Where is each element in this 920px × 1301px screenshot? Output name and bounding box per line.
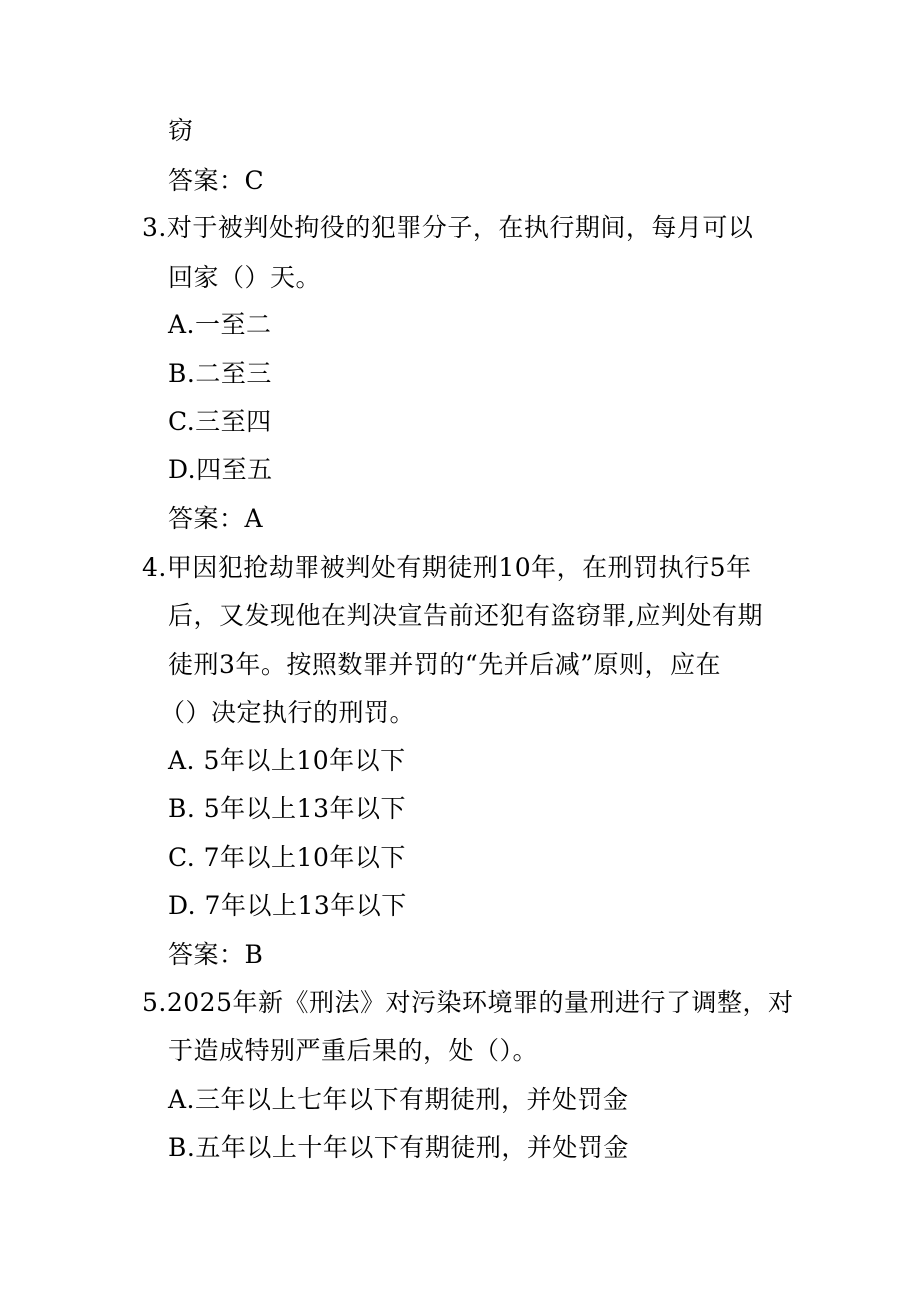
question-3-stem-line-2: 回家（）天。 [168,263,322,292]
question-4-option-d: D. 7年以上13年以下 [168,891,407,920]
question-5-option-b: B.五年以上十年以下有期徒刑，并处罚金 [168,1133,629,1162]
question-4-stem-line-2: 后，又发现他在判决宣告前还犯有盗窃罪,应判处有期 [168,601,763,630]
question-5-option-a: A.三年以上七年以下有期徒刑，并处罚金 [168,1085,629,1114]
question-4-stem-line-3: 徒刑3年。按照数罪并罚的“先并后减”原则，应在 [168,650,721,679]
question-4-stem-line-1: 4.甲因犯抢劫罪被判处有期徒刑10年，在刑罚执行5年 [142,553,752,582]
question-4-stem-line-4: （）决定执行的刑罚。 [160,698,416,727]
question-4-option-c: C. 7年以上10年以下 [168,843,406,872]
continuation-text: 窃 [168,116,194,145]
question-3-option-d: D.四至五 [168,455,273,484]
question-3-stem-line-1: 3.对于被判处拘役的犯罪分子，在执行期间，每月可以 [142,213,754,242]
question-3-option-c: C.三至四 [168,407,272,436]
question-4-option-b: B. 5年以上13年以下 [168,794,406,823]
question-4-option-a: A. 5年以上10年以下 [168,746,406,775]
answer-line: 答案：C [168,166,265,195]
question-5-stem-line-1: 5.2025年新《刑法》对污染环境罪的量刑进行了调整，对 [142,988,794,1017]
question-3-answer: 答案：A [168,504,264,533]
question-3-option-b: B.二至三 [168,359,272,388]
question-3-option-a: A.一至二 [168,310,272,339]
question-4-answer: 答案：B [168,940,264,969]
question-5-stem-line-2: 于造成特别严重后果的，处（）。 [168,1036,539,1065]
